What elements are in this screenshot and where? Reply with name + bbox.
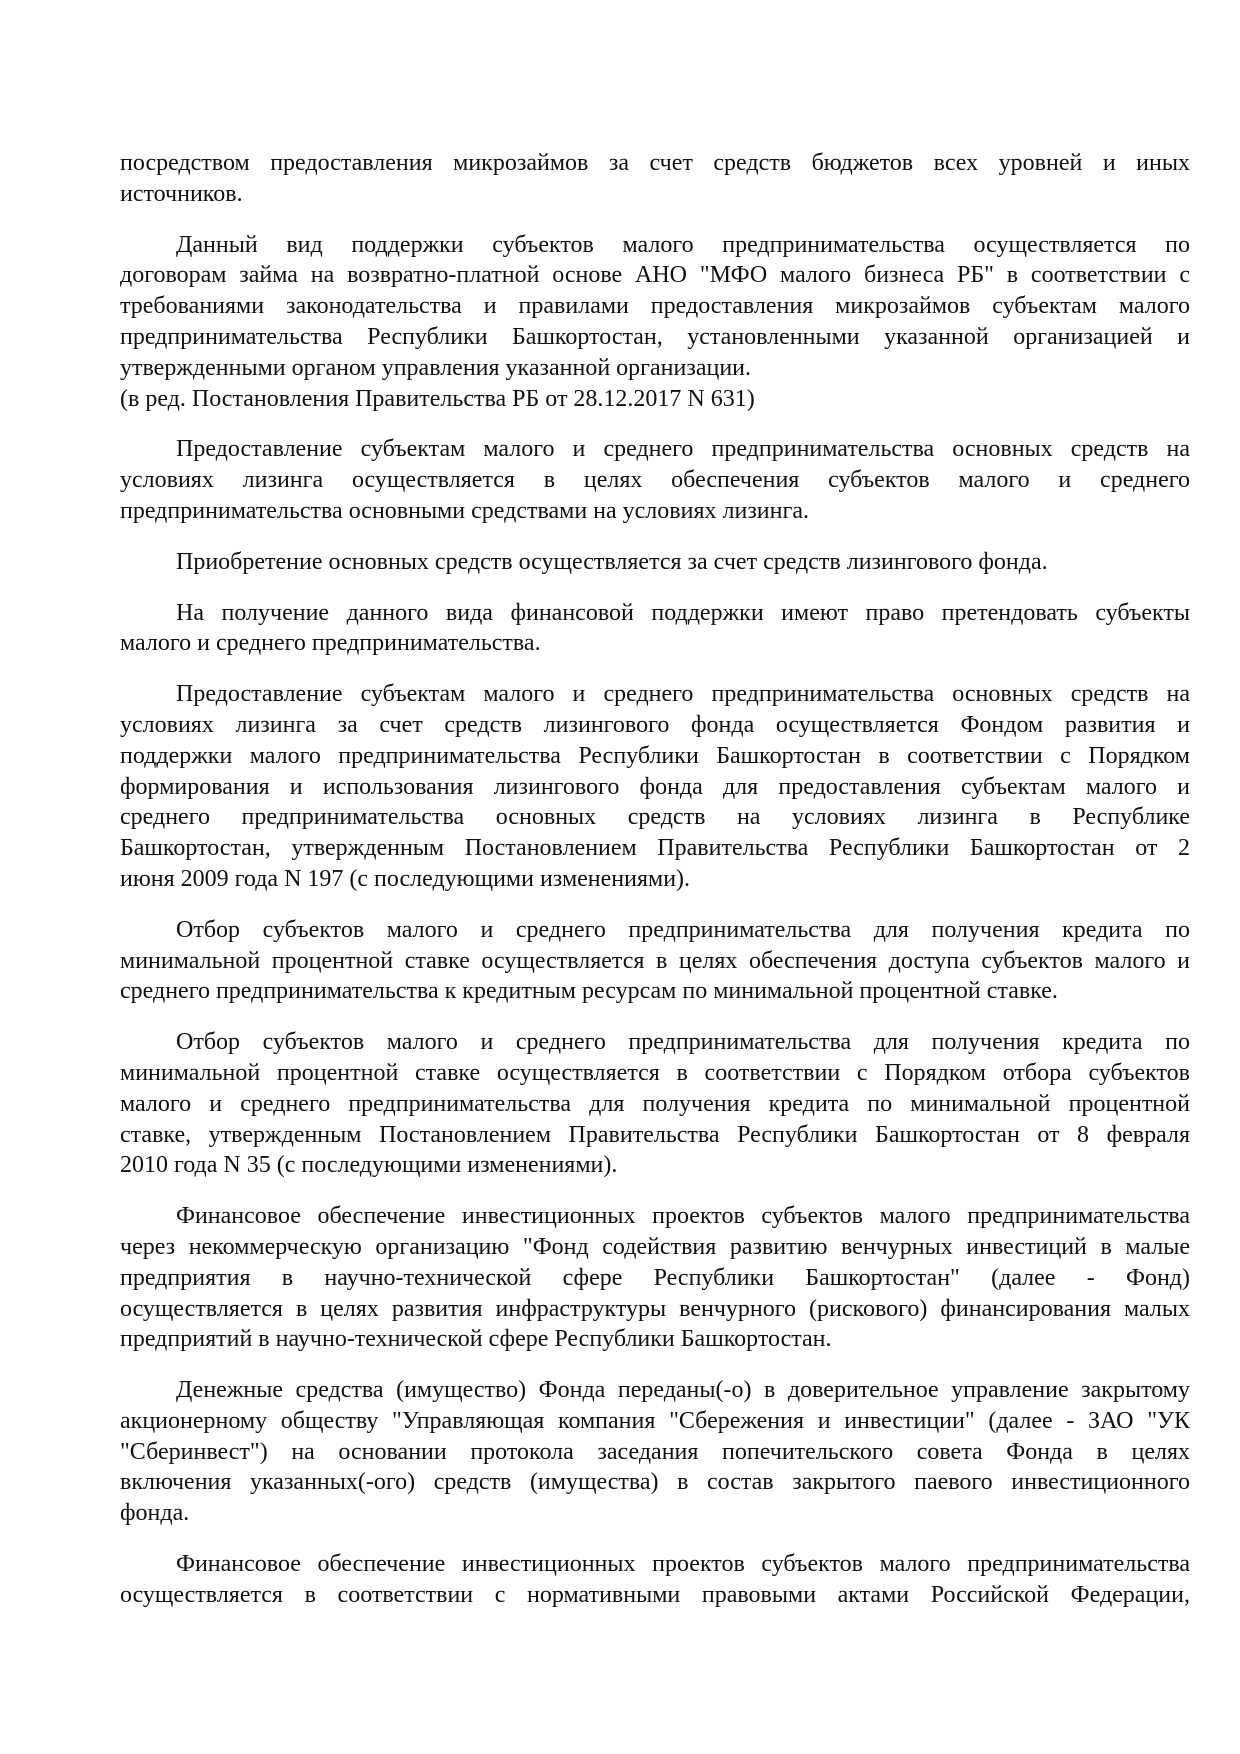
paragraph xyxy=(120,434,1190,526)
paragraph xyxy=(120,1027,1190,1181)
paragraph xyxy=(120,1549,1190,1611)
text-line: предпринимательства Республики Башкортостан, установленными указанной организацией и xyxy=(120,323,1190,350)
text-line: Предоставление субъектам малого и среднего предпринимательства основных средств на xyxy=(176,681,1190,708)
text-line: июня 2009 года N 197 (с последующими изменениями). xyxy=(120,865,691,892)
text-line: источников. xyxy=(120,180,243,207)
text-line: среднего предпринимательства к кредитным ресурсам по минимальной процентной ставке. xyxy=(120,978,1058,1005)
text-line: акционерному обществу "Управляющая компания "Сбережения и инвестиции" (далее - ЗАО "УК xyxy=(120,1407,1190,1434)
text-line: Отбор субъектов малого и среднего предпринимательства для получения кредита по xyxy=(176,1029,1190,1056)
text-line: среднего предпринимательства основных средств на условиях лизинга в Республике xyxy=(120,804,1190,831)
text-line: Приобретение основных средств осуществляется за счет средств лизингового фонда. xyxy=(176,548,1048,575)
text-line: формирования и использования лизингового фонда для предоставления субъектам малого и xyxy=(120,773,1190,800)
text-line: через некоммерческую организацию "Фонд содействия развитию венчурных инвестиций в малые xyxy=(120,1233,1190,1260)
text-line: На получение данного вида финансовой поддержки имеют право претендовать субъекты xyxy=(176,599,1190,626)
text-line: ставке, утвержденным Постановлением Правительства Республики Башкортостан от 8 февраля xyxy=(120,1121,1190,1148)
paragraph xyxy=(120,547,1190,578)
text-line: посредством предоставления микрозаймов за счет средств бюджетов всех уровней и иных xyxy=(120,150,1190,176)
paragraph xyxy=(120,915,1190,1007)
paragraph xyxy=(120,230,1190,384)
text-line: требованиями законодательства и правилами предоставления микрозаймов субъектам малого xyxy=(120,293,1190,320)
paragraph xyxy=(120,1201,1190,1355)
text-line: Денежные средства (имущество) Фонда переданы(-о) в доверительное управление закрытому xyxy=(176,1377,1190,1404)
paragraph xyxy=(120,384,1190,415)
text-line: Финансовое обеспечение инвестиционных проектов субъектов малого предпринимательства xyxy=(176,1203,1190,1230)
text-line: договорам займа на возвратно-платной основе АНО "МФО малого бизнеса РБ" в соответствии с xyxy=(120,262,1190,289)
text-line: предпринимательства основными средствами на условиях лизинга. xyxy=(120,497,809,524)
text-line: осуществляется в целях развития инфраструктуры венчурного (рискового) финансирования малых xyxy=(120,1295,1190,1322)
text-line: 2010 года N 35 (с последующими изменениями). xyxy=(120,1152,618,1179)
text-line: предприятий в научно-технической сфере Республики Башкортостан. xyxy=(120,1326,832,1353)
text-line: Башкортостан, утвержденным Постановлением Правительства Республики Башкортостан от 2 xyxy=(120,835,1190,862)
text-line: осуществляется в соответствии с нормативными правовыми актами Российской Федерации, xyxy=(120,1581,1190,1608)
paragraph xyxy=(120,679,1190,895)
text-line: условиях лизинга за счет средств лизингового фонда осуществляется Фондом развития и xyxy=(120,711,1190,738)
text-line: условиях лизинга осуществляется в целях обеспечения субъектов малого и среднего xyxy=(120,467,1190,494)
text-line: Данный вид поддержки субъектов малого предпринимательства осуществляется по xyxy=(176,231,1190,258)
text-line: поддержки малого предпринимательства Республики Башкортостан в соответствии с Порядком xyxy=(120,742,1190,769)
text-line: предприятия в научно-технической сфере Республики Башкортостан" (далее - Фонд) xyxy=(120,1264,1190,1291)
text-line: фонда. xyxy=(120,1500,190,1527)
text-line: минимальной процентной ставке осуществляется в целях обеспечения доступа субъектов малого и xyxy=(120,947,1190,974)
text-line: Предоставление субъектам малого и среднего предпринимательства основных средств на xyxy=(176,436,1190,463)
text-line: включения указанных(-ого) средств (имущества) в состав закрытого паевого инвестиционного xyxy=(120,1469,1190,1496)
paragraph xyxy=(120,598,1190,660)
text-line: Отбор субъектов малого и среднего предпринимательства для получения кредита по xyxy=(176,916,1190,943)
text-line: (в ред. Постановления Правительства РБ от 28.12.2017 N 631) xyxy=(120,385,755,412)
text-line: утвержденными органом управления указанной организации. xyxy=(120,354,752,381)
document-body xyxy=(120,148,1190,1631)
text-line: Финансовое обеспечение инвестиционных проектов субъектов малого предпринимательства xyxy=(176,1551,1190,1578)
text-line: "Сберинвест") на основании протокола заседания попечительского совета Фонда в целях xyxy=(120,1438,1190,1465)
text-line: минимальной процентной ставке осуществляется в соответствии с Порядком отбора субъектов xyxy=(120,1059,1190,1086)
text-line: малого и среднего предпринимательства. xyxy=(120,630,541,657)
paragraph xyxy=(120,1375,1190,1529)
paragraph xyxy=(120,148,1190,210)
text-line: малого и среднего предпринимательства для получения кредита по минимальной процентной xyxy=(120,1090,1190,1117)
